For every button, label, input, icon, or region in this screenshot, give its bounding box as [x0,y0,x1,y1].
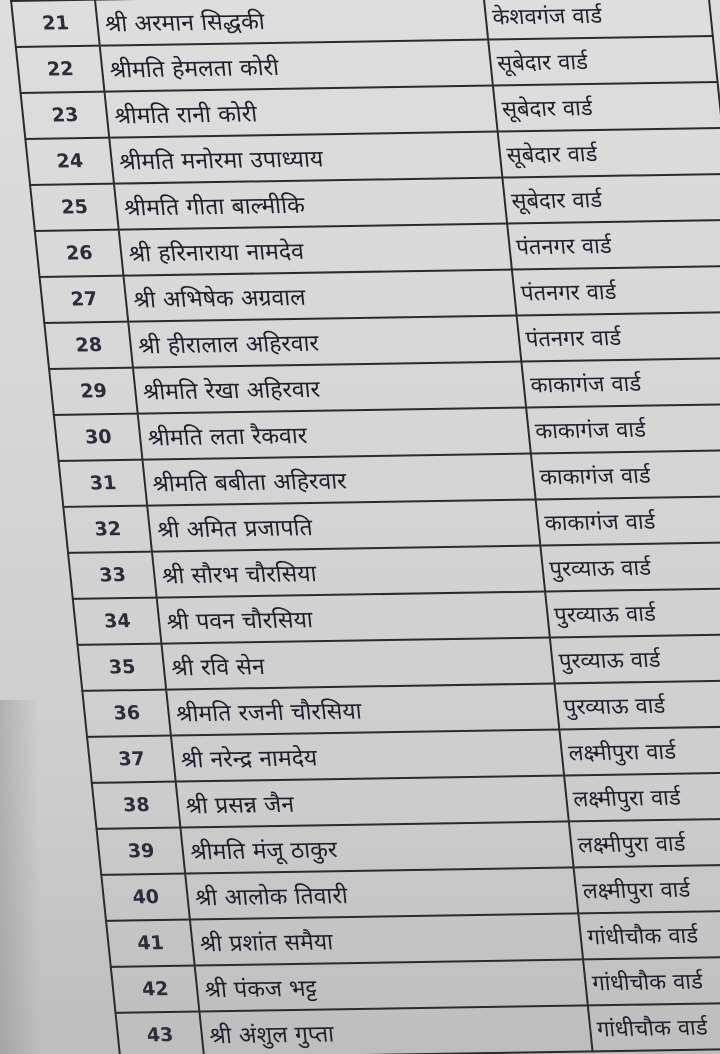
ward-name-cell: लक्ष्मीपुरा वार्ड [559,726,720,776]
ward-member-table [10,0,720,1054]
page-shadow [0,700,40,1054]
table-body [11,0,720,1054]
serial-number-cell: 22 [16,46,105,93]
serial-number-cell: 42 [111,966,200,1013]
ward-name-cell: पुरव्याऊ वार्ड [554,680,720,730]
ward-name-cell: पुरव्याऊ वार्ड [550,634,720,684]
serial-number-cell: 36 [82,690,171,737]
serial-number-cell: 26 [35,230,124,277]
member-name-cell: श्रीमति हेमलता कोरी [100,40,492,92]
member-name-cell: श्री प्रसन्न जैन [176,775,568,827]
member-name-cell: श्रीमति मंजू ठाकुर [181,821,573,873]
ward-name-cell: पंतनगर वार्ड [516,312,720,362]
serial-number-cell: 30 [54,414,143,461]
serial-number-cell: 32 [63,506,152,553]
member-name-cell: श्रीमति रानी कोरी [105,86,497,138]
member-name-cell: श्री पंकज भट्ट [195,959,587,1011]
member-name-cell: श्रीमति रेखा अहिरवार [133,362,525,414]
serial-number-cell: 37 [87,736,176,783]
serial-number-cell: 41 [106,920,195,967]
member-name-cell: श्री अभिषेक अग्रवाल [124,270,516,322]
serial-number-cell: 38 [92,782,181,829]
ward-name-cell: काकागंज वार्ड [535,496,720,546]
member-name-cell: श्री सौरभ चौरसिया [152,545,544,597]
ward-name-cell: लक्ष्मीपुरा वार्ड [569,818,720,868]
serial-number-cell: 34 [73,598,162,645]
member-name-cell: श्री रवि सेन [162,637,554,689]
ward-name-cell: पंतनगर वार्ड [507,220,720,270]
member-name-cell: श्री आलोक तिवारी [186,867,578,919]
serial-number-cell: 39 [97,828,186,875]
ward-name-cell: लक्ष्मीपुरा वार्ड [564,772,720,822]
serial-number-cell: 27 [40,276,129,323]
member-name-cell: श्रीमति बबीता अहिरवार [143,454,535,506]
member-name-cell: श्री नरेन्द्र नामदेय [171,729,563,781]
serial-number-cell: 31 [59,460,148,507]
serial-number-cell: 28 [44,322,133,369]
document-sheet [10,0,720,1054]
member-name-cell: श्री अमित प्रजापति [148,499,540,551]
member-name-cell: श्री हीरालाल अहिरवार [129,316,521,368]
member-name-cell: श्री प्रशांत समैया [190,913,582,965]
member-name-cell: श्री हरिनाराया नामदेव [119,224,511,276]
ward-name-cell: सूबेदार वार्ड [488,36,718,86]
member-name-cell: श्रीमति रजनी चौरसिया [167,683,559,735]
ward-name-cell: पुरव्याऊ वार्ड [545,588,720,638]
ward-name-cell: काकागंज वार्ड [526,404,720,454]
serial-number-cell: 35 [78,644,167,691]
serial-number-cell: 29 [49,368,138,415]
ward-name-cell: गांधीचौक वार्ड [578,910,720,960]
ward-name-cell: काकागंज वार्ड [531,450,720,500]
ward-name-cell: पंतनगर वार्ड [512,266,720,316]
ward-name-cell: केशवगंज वार्ड [483,0,713,40]
serial-number-cell: 21 [11,0,100,47]
ward-name-cell: पुरव्याऊ वार्ड [540,542,720,592]
ward-name-cell: सूबेदार वार्ड [493,82,720,132]
ward-name-cell: लक्ष्मीपुरा वार्ड [573,864,720,914]
member-name-cell: श्रीमति मनोरमा उपाध्याय [110,132,502,184]
member-name-cell: श्री पवन चौरसिया [157,591,549,643]
ward-name-cell: गांधीचौक वार्ड [588,1002,720,1052]
serial-number-cell: 33 [68,552,157,599]
serial-number-cell: 43 [116,1012,205,1054]
serial-number-cell: 24 [25,138,114,185]
ward-name-cell: सूबेदार वार्ड [497,128,720,178]
serial-number-cell: 23 [21,92,110,139]
member-name-cell: श्री अंशुल गुप्ता [200,1005,592,1054]
ward-name-cell: काकागंज वार्ड [521,358,720,408]
member-name-cell: श्रीमति गीता बाल्मीकि [114,178,506,230]
ward-name-cell: सूबेदार वार्ड [502,174,720,224]
serial-number-cell: 40 [101,874,190,921]
member-name-cell: श्रीमति लता रैकवार [138,408,530,460]
serial-number-cell: 25 [30,184,119,231]
member-name-cell: श्री अरमान सिद्धकी [95,0,487,46]
ward-name-cell: गांधीचौक वार्ड [583,956,720,1006]
